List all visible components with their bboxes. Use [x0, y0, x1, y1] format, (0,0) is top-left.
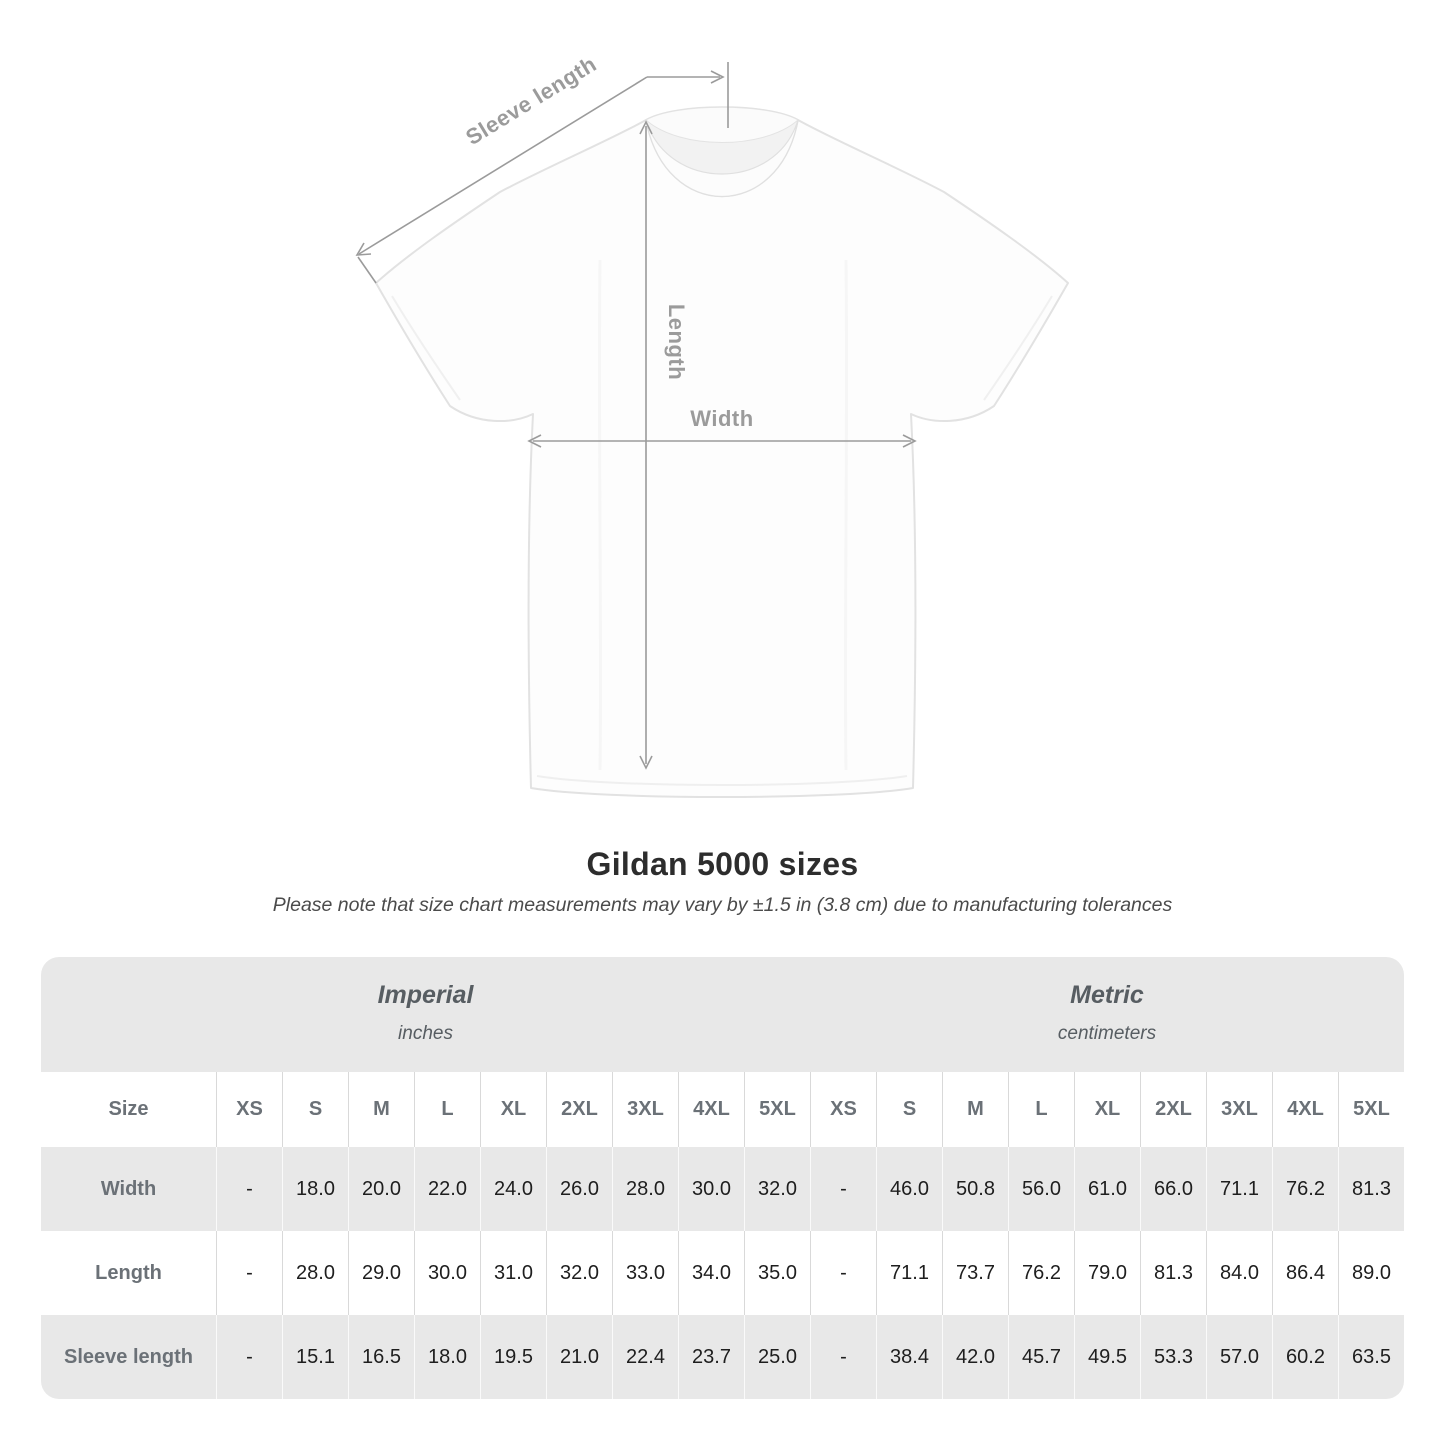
- value-cell: 31.0: [480, 1231, 546, 1315]
- value-cell: -: [216, 1147, 282, 1231]
- value-cell: 28.0: [282, 1231, 348, 1315]
- value-cell: 15.1: [282, 1315, 348, 1399]
- size-header-cell: 2XL: [546, 1072, 612, 1147]
- sleeve-length-row: [41, 1315, 1404, 1399]
- size-table: [41, 957, 1404, 1399]
- value-cell: 24.0: [480, 1147, 546, 1231]
- size-header-cell: XS: [216, 1072, 282, 1147]
- value-cell: 23.7: [678, 1315, 744, 1399]
- value-cell: 18.0: [282, 1147, 348, 1231]
- value-cell: 22.0: [414, 1147, 480, 1231]
- value-cell: 34.0: [678, 1231, 744, 1315]
- value-cell: 61.0: [1074, 1147, 1140, 1231]
- width-label: Width: [690, 406, 754, 431]
- size-header-cell: 4XL: [678, 1072, 744, 1147]
- value-cell: -: [810, 1231, 876, 1315]
- size-header-cell: S: [282, 1072, 348, 1147]
- value-cell: 79.0: [1074, 1231, 1140, 1315]
- value-cell: -: [216, 1315, 282, 1399]
- value-cell: 63.5: [1338, 1315, 1404, 1399]
- value-cell: 49.5: [1074, 1315, 1140, 1399]
- sleeve-length-label: Sleeve length: [461, 51, 601, 151]
- tolerance-note: Please note that size chart measurements may vary by ±1.5 in (3.8 cm) due to manufacturing tolerances: [272, 894, 1173, 916]
- tshirt-graphic: [376, 107, 1068, 797]
- value-cell: -: [810, 1315, 876, 1399]
- size-header-cell: M: [348, 1072, 414, 1147]
- imperial-unit-header: [41, 957, 810, 1072]
- title-block: [0, 846, 1445, 917]
- value-cell: -: [810, 1147, 876, 1231]
- size-header-cell: XL: [480, 1072, 546, 1147]
- value-cell: 32.0: [546, 1231, 612, 1315]
- value-cell: 73.7: [942, 1231, 1008, 1315]
- row-label-width: Width: [100, 1177, 157, 1200]
- value-cell: 57.0: [1206, 1315, 1272, 1399]
- size-header-cell: XS: [810, 1072, 876, 1147]
- value-cell: 16.5: [348, 1315, 414, 1399]
- value-cell: 76.2: [1008, 1231, 1074, 1315]
- imperial-label: Imperial: [377, 981, 474, 1009]
- value-cell: 19.5: [480, 1315, 546, 1399]
- value-cell: 71.1: [876, 1231, 942, 1315]
- metric-unit-label: centimeters: [1057, 1023, 1157, 1044]
- value-cell: 26.0: [546, 1147, 612, 1231]
- size-header-cell: 4XL: [1272, 1072, 1338, 1147]
- value-cell: 20.0: [348, 1147, 414, 1231]
- metric-label: Metric: [1070, 981, 1144, 1009]
- metric-unit-header: [810, 957, 1404, 1072]
- row-label-sleeve-length: Sleeve length: [64, 1345, 193, 1368]
- value-cell: 66.0: [1140, 1147, 1206, 1231]
- value-cell: 29.0: [348, 1231, 414, 1315]
- size-header-cell: L: [414, 1072, 480, 1147]
- size-header-cell: 5XL: [1338, 1072, 1404, 1147]
- value-cell: -: [216, 1231, 282, 1315]
- length-label: Length: [664, 303, 689, 381]
- value-cell: 38.4: [876, 1315, 942, 1399]
- row-label-length: Length: [95, 1261, 162, 1284]
- size-header-cell: S: [876, 1072, 942, 1147]
- unit-header-row: [41, 957, 1404, 1072]
- size-header-cell: 3XL: [1206, 1072, 1272, 1147]
- value-cell: 86.4: [1272, 1231, 1338, 1315]
- fabric-crease: [845, 260, 846, 770]
- size-header-row: [41, 1072, 1404, 1147]
- value-cell: 18.0: [414, 1315, 480, 1399]
- value-cell: 89.0: [1338, 1231, 1404, 1315]
- value-cell: 76.2: [1272, 1147, 1338, 1231]
- size-column-header: Size: [108, 1098, 149, 1120]
- value-cell: 30.0: [414, 1231, 480, 1315]
- value-cell: 42.0: [942, 1315, 1008, 1399]
- length-row: [41, 1231, 1404, 1315]
- size-header-cell: 3XL: [612, 1072, 678, 1147]
- size-header-cell: L: [1008, 1072, 1074, 1147]
- value-cell: 30.0: [678, 1147, 744, 1231]
- size-header-cell: 5XL: [744, 1072, 810, 1147]
- value-cell: 45.7: [1008, 1315, 1074, 1399]
- value-cell: 46.0: [876, 1147, 942, 1231]
- value-cell: 84.0: [1206, 1231, 1272, 1315]
- value-cell: 35.0: [744, 1231, 810, 1315]
- value-cell: 32.0: [744, 1147, 810, 1231]
- size-header-cell: XL: [1074, 1072, 1140, 1147]
- value-cell: 53.3: [1140, 1315, 1206, 1399]
- value-cell: 22.4: [612, 1315, 678, 1399]
- value-cell: 21.0: [546, 1315, 612, 1399]
- tshirt-outline: [376, 107, 1068, 797]
- value-cell: 33.0: [612, 1231, 678, 1315]
- imperial-unit-label: inches: [398, 1023, 453, 1044]
- value-cell: 56.0: [1008, 1147, 1074, 1231]
- value-cell: 81.3: [1140, 1231, 1206, 1315]
- value-cell: 25.0: [744, 1315, 810, 1399]
- value-cell: 60.2: [1272, 1315, 1338, 1399]
- page-title: Gildan 5000 sizes: [586, 846, 859, 882]
- value-cell: 28.0: [612, 1147, 678, 1231]
- value-cell: 50.8: [942, 1147, 1008, 1231]
- sleeve-extension-tick: [358, 257, 376, 283]
- width-row: [41, 1147, 1404, 1231]
- value-cell: 81.3: [1338, 1147, 1404, 1231]
- size-header-cell: 2XL: [1140, 1072, 1206, 1147]
- size-header-cell: M: [942, 1072, 1008, 1147]
- fabric-crease: [599, 260, 600, 770]
- value-cell: 71.1: [1206, 1147, 1272, 1231]
